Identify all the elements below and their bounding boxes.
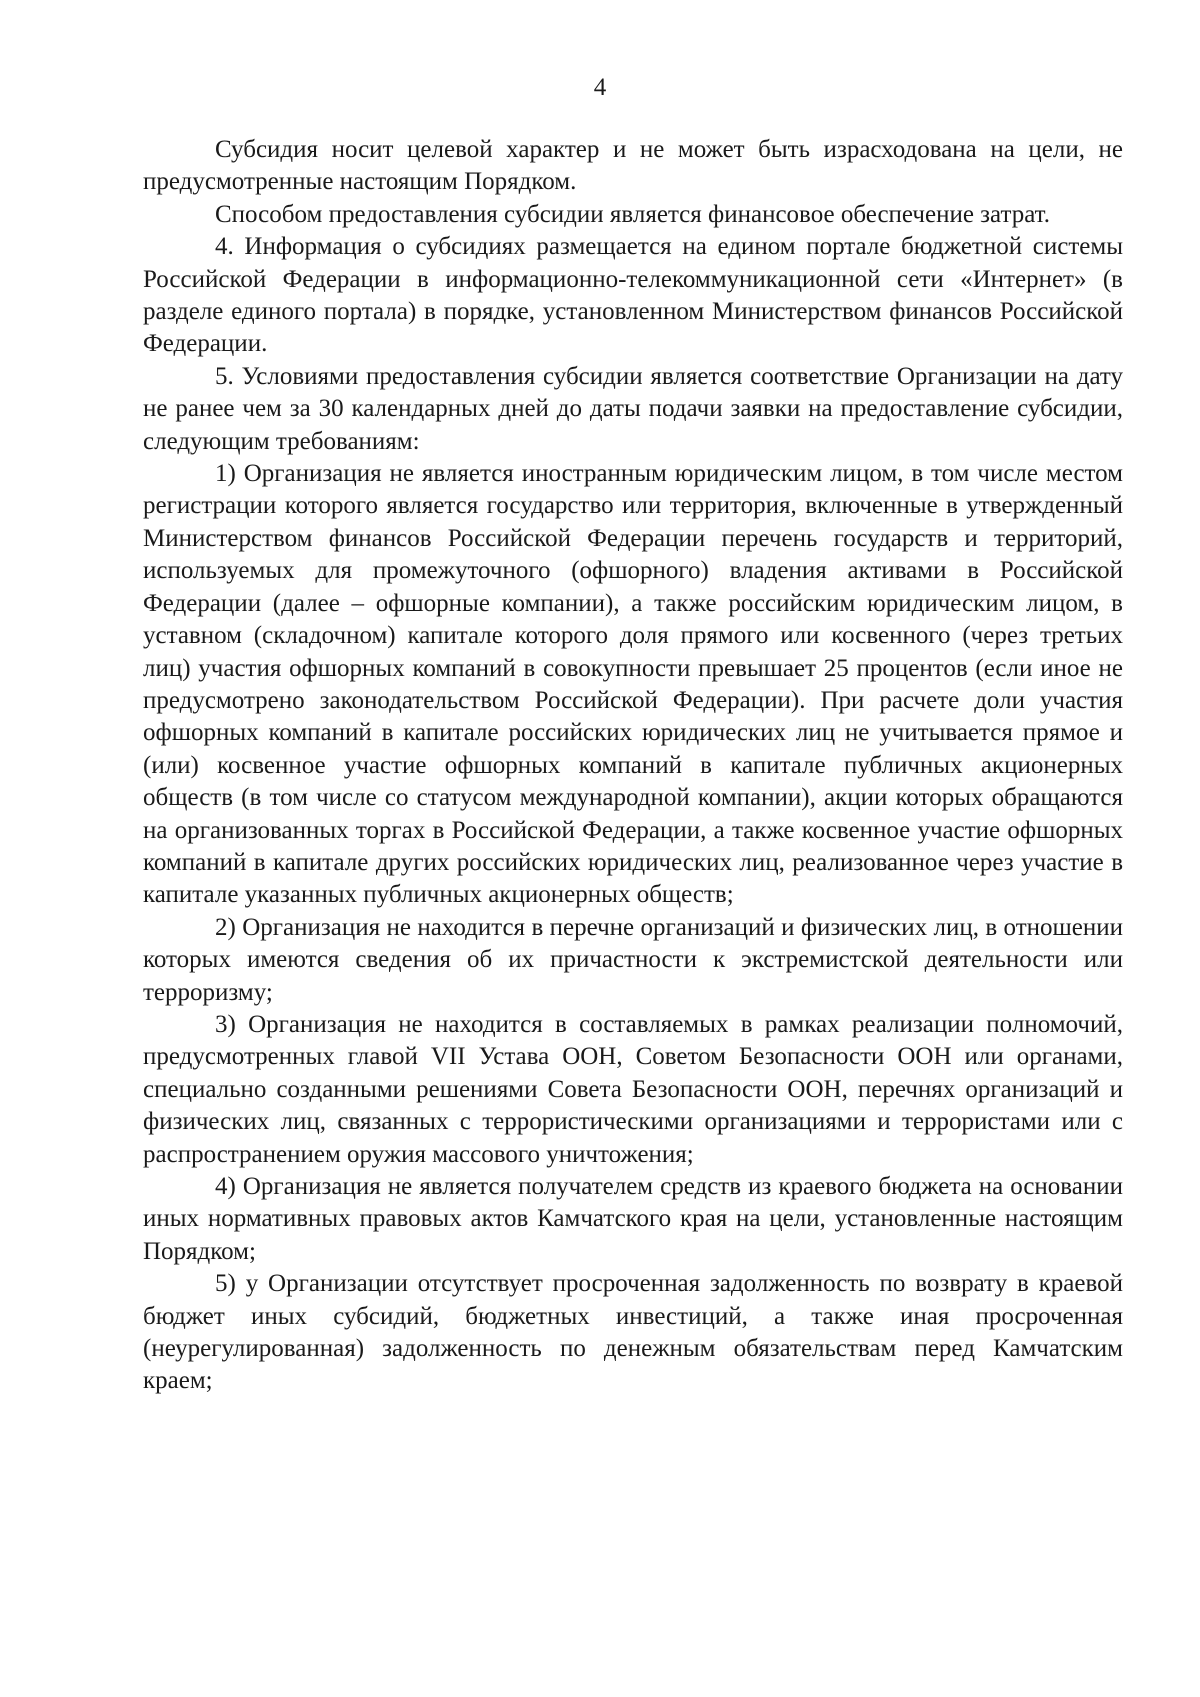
paragraph-requirement-2: 2) Организация не находится в перечне организаций и физических лиц, в отношении которых имеются сведения об их причастности к экстремистской деятельности или терроризму; bbox=[143, 913, 1123, 1006]
paragraph-requirement-4: 4) Организация не является получателем средств из краевого бюджета на основании иных нормативных правовых актов Камчатского края на цели, установленные настоящим Порядком; bbox=[143, 1173, 1123, 1265]
paragraph-subsidy-method: Способом предоставления субсидии является финансовое обеспечение затрат. bbox=[215, 200, 1050, 228]
document-body bbox=[143, 134, 1123, 1398]
page-number: 4 bbox=[593, 74, 607, 101]
paragraph-requirement-5: 5) у Организации отсутствует просроченная задолженность по возврату в краевой бюджет иных субсидий, бюджетных инвестиций, а также иная просроченная (неурегулированная) задолженность по денежным обязательствам перед Камчатским краем; bbox=[143, 1270, 1123, 1395]
paragraph-item-4-information: 4. Информация о субсидиях размещается на едином портале бюджетной системы Российской Федерации в информационно-телекоммуникационной сети «Интернет» (в разделе единого портала) в порядке, установленном Министерством финансов Российской Федерации. bbox=[143, 233, 1123, 358]
paragraph-subsidy-purpose: Субсидия носит целевой характер и не может быть израсходована на цели, не предусмотренные настоящим Порядком. bbox=[143, 136, 1123, 196]
paragraph-requirement-1: 1) Организация не является иностранным юридическим лицом, в том числе местом регистрации которого является государство или территория, включенные в утвержденный Министерством финансов Российской Федерации перечень государств и территорий, используемых для промежуточного (офшорного) владения активами в Российской Федерации (далее – офшорные компании), а также российским юридическим лицом, в уставном (складочном) капитале которого доля прямого или косвенного (через третьих лиц) участия офшорных компаний в совокупности превышает 25 процентов (если иное не предусмотрено законодательством Российской Федерации). При расчете доли участия офшорных компаний в капитале российских юридических лиц не учитывается прямое и (или) косвенное участие офшорных компаний в капитале публичных акционерных обществ (в том числе со статусом международной компании), акции которых обращаются на организованных торгах в Российской Федерации, а также косвенное участие офшорных компаний в капитале других российских юридических лиц, реализованное через участие в капитале указанных публичных акционерных обществ; bbox=[143, 460, 1123, 909]
paragraph-requirement-3: 3) Организация не находится в составляемых в рамках реализации полномочий, предусмотренных главой VII Устава ООН, Советом Безопасности ООН или органами, специально созданными решениями Совета Безопасности ООН, перечнях организаций и физических лиц, связанных с террористическими организациями и террористами или с распространением оружия массового уничтожения; bbox=[143, 1010, 1123, 1168]
paragraph-item-5-conditions: 5. Условиями предоставления субсидии является соответствие Организации на дату не ранее чем за 30 календарных дней до даты подачи заявки на предоставление субсидии, следующим требованиям: bbox=[143, 362, 1123, 455]
